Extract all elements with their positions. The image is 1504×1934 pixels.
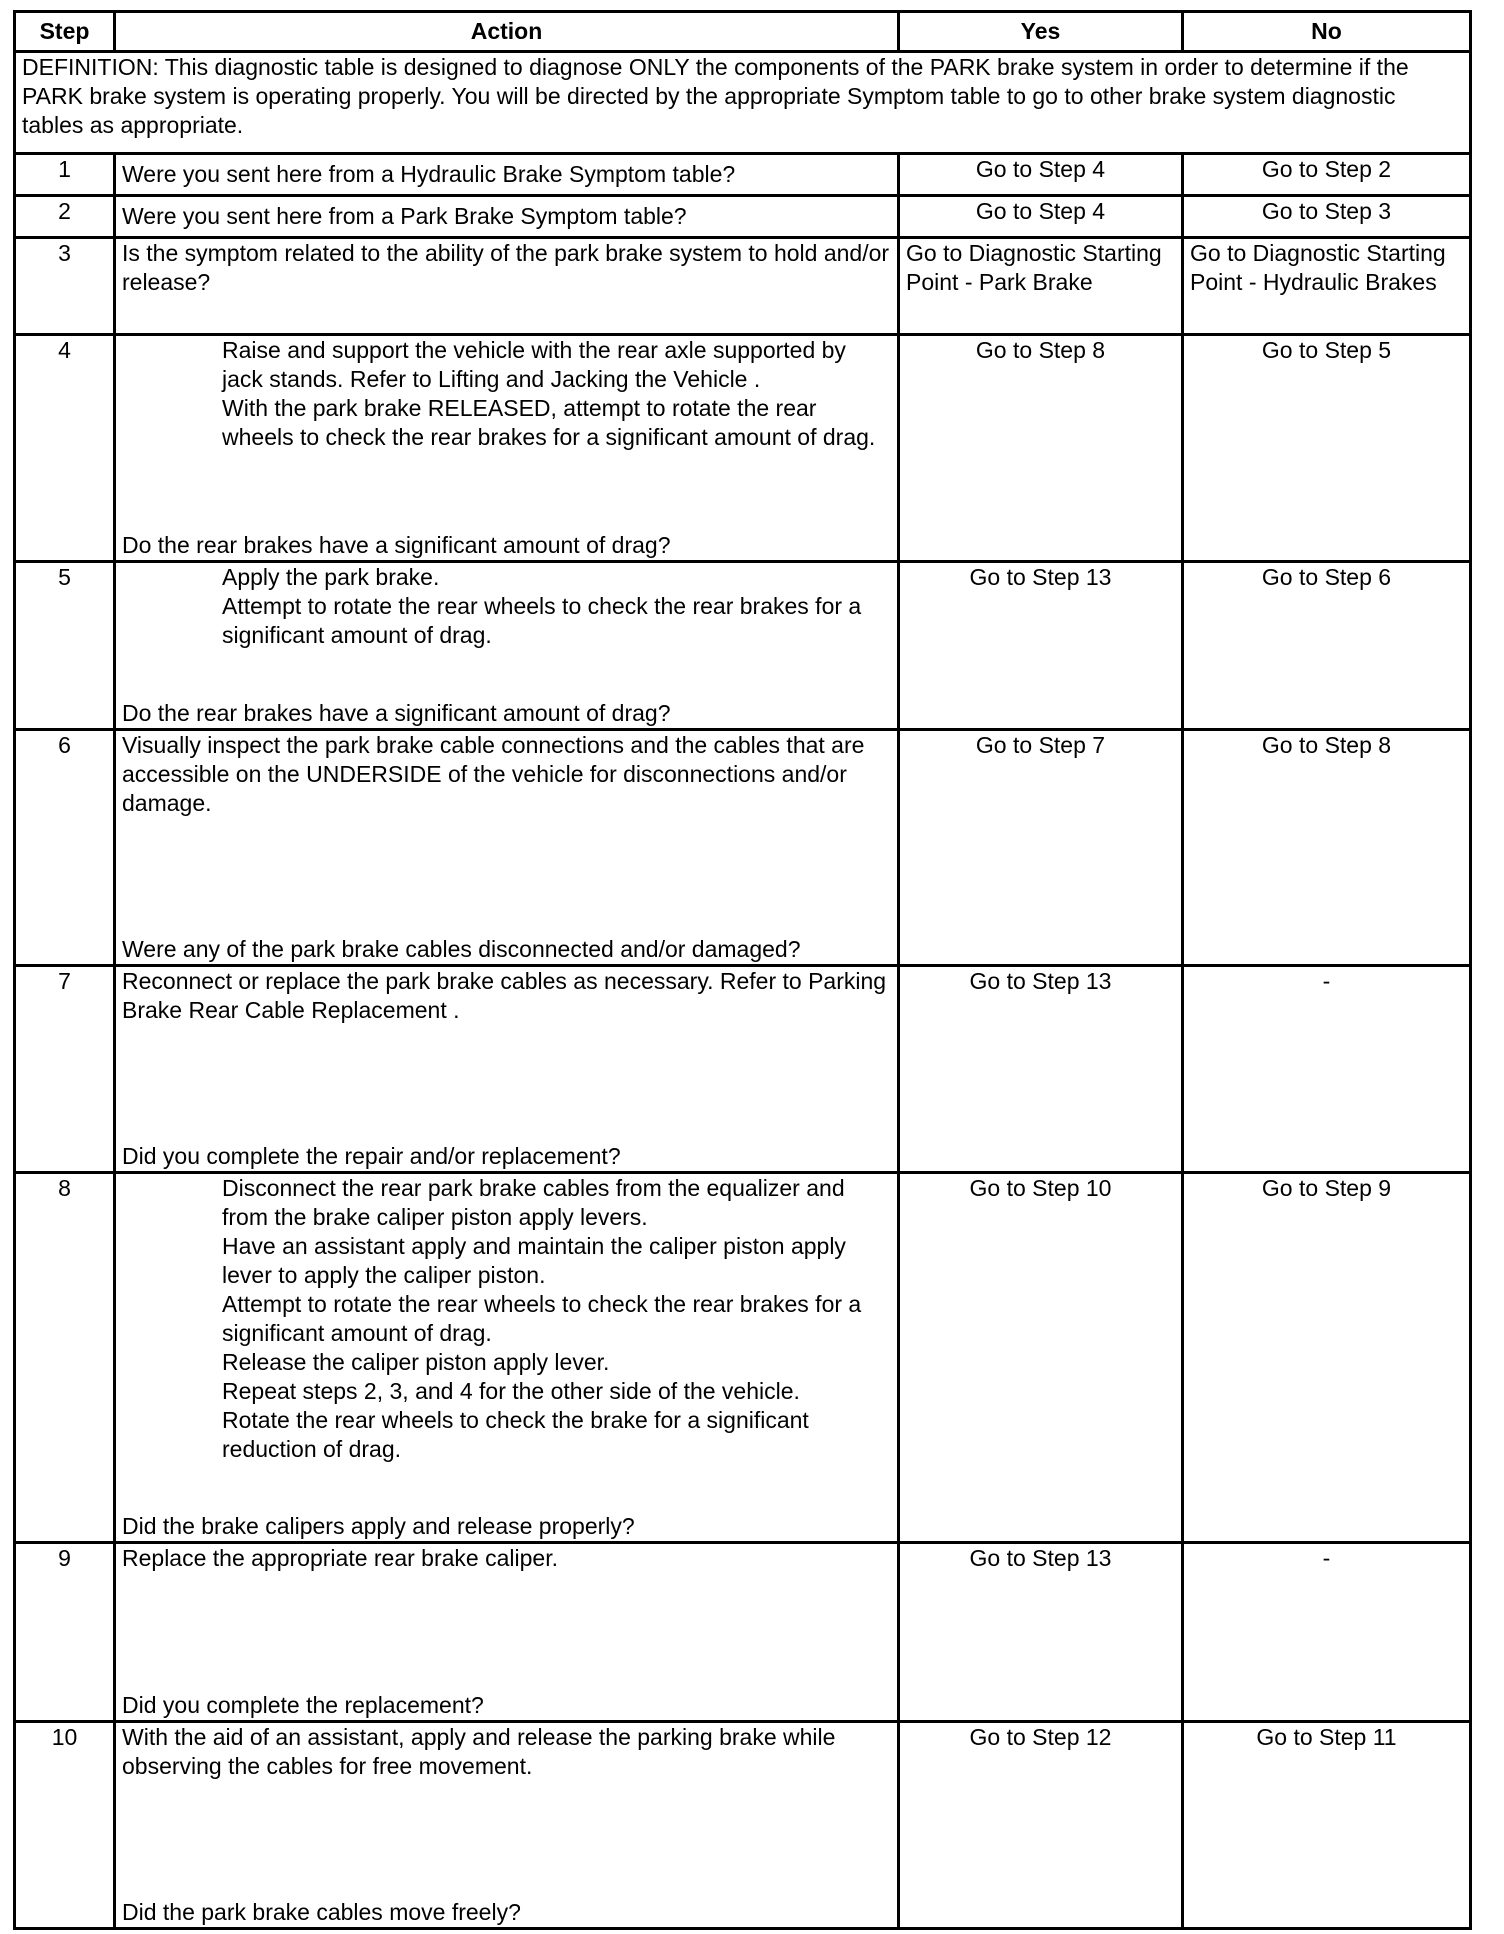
yes-link[interactable]: Go to Step 13 <box>899 1543 1183 1722</box>
no-link[interactable]: Go to Step 8 <box>1183 730 1471 966</box>
instruction-item: Release the caliper piston apply lever. <box>222 1349 610 1375</box>
action-cell <box>115 966 899 1173</box>
no-link[interactable]: Go to Step 11 <box>1183 1722 1471 1929</box>
definition-text: DEFINITION: This diagnostic table is designed to diagnose ONLY the components of the PARK brake system in order to determine if the PARK brake system is operating properly. You will be directed by the appropriate Symptom table to go to other brake system diagnostic tables as appropriate. <box>15 52 1471 154</box>
yes-link[interactable]: Go to Step 8 <box>899 335 1183 562</box>
yes-link[interactable]: Go to Step 10 <box>899 1173 1183 1543</box>
action-cell <box>115 335 899 562</box>
step-number: 1 <box>15 154 115 196</box>
step-number: 2 <box>15 196 115 238</box>
instruction-list <box>122 563 891 650</box>
table-row <box>15 1173 1471 1543</box>
action-question: Did the brake calipers apply and release properly? <box>122 1513 635 1539</box>
action-question: Is the symptom related to the ability of the park brake system to hold and/or release? <box>115 238 899 335</box>
yes-link[interactable]: Go to Diagnostic Starting Point - Park Brake <box>899 238 1183 335</box>
diagnostic-table-page <box>13 10 1469 1925</box>
table-row <box>15 335 1471 562</box>
yes-link[interactable]: Go to Step 13 <box>899 562 1183 730</box>
action-cell <box>115 1173 899 1543</box>
yes-link[interactable]: Go to Step 13 <box>899 966 1183 1173</box>
instruction-item: Disconnect the rear park brake cables from the equalizer and from the brake caliper piston apply levers. <box>222 1175 845 1230</box>
step-number: 8 <box>15 1173 115 1543</box>
step-number: 4 <box>15 335 115 562</box>
table-row <box>15 1722 1471 1929</box>
instruction-item: Rotate the rear wheels to check the brake for a significant reduction of drag. <box>222 1407 809 1462</box>
table-row <box>15 154 1471 196</box>
instruction-item: Attempt to rotate the rear wheels to check the rear brakes for a significant amount of drag. <box>222 1291 862 1346</box>
header-action: Action <box>115 12 899 52</box>
table-row <box>15 730 1471 966</box>
action-cell <box>115 1543 899 1722</box>
step-number: 9 <box>15 1543 115 1722</box>
step-number: 6 <box>15 730 115 966</box>
action-question: Were any of the park brake cables disconnected and/or damaged? <box>122 936 801 962</box>
table-row <box>15 238 1471 335</box>
table-row <box>15 562 1471 730</box>
instruction-item: Apply the park brake. <box>222 564 440 590</box>
yes-link[interactable]: Go to Step 12 <box>899 1722 1183 1929</box>
no-link[interactable]: Go to Step 2 <box>1183 154 1471 196</box>
instruction-list <box>122 1174 891 1464</box>
table-row <box>15 966 1471 1173</box>
action-question: Did the park brake cables move freely? <box>122 1899 521 1925</box>
step-number: 7 <box>15 966 115 1173</box>
header-no: No <box>1183 12 1471 52</box>
no-link[interactable]: Go to Step 3 <box>1183 196 1471 238</box>
no-value: - <box>1183 966 1471 1173</box>
yes-link[interactable]: Go to Step 7 <box>899 730 1183 966</box>
instruction-list <box>122 336 891 452</box>
no-link[interactable]: Go to Step 5 <box>1183 335 1471 562</box>
table-row <box>15 1543 1471 1722</box>
action-question: Do the rear brakes have a significant amount of drag? <box>122 532 671 558</box>
action-question: Did you complete the replacement? <box>122 1692 484 1718</box>
action-cell <box>115 1722 899 1929</box>
action-question: Did you complete the repair and/or replacement? <box>122 1143 621 1169</box>
instruction-item: Attempt to rotate the rear wheels to check the rear brakes for a significant amount of drag. <box>222 593 862 648</box>
instruction-item: Raise and support the vehicle with the rear axle supported by jack stands. Refer to Lifting and Jacking the Vehicle . <box>222 337 846 392</box>
instruction-item: Repeat steps 2, 3, and 4 for the other side of the vehicle. <box>222 1378 800 1404</box>
yes-link[interactable]: Go to Step 4 <box>899 196 1183 238</box>
action-instruction: Replace the appropriate rear brake caliper. <box>122 1545 558 1571</box>
no-link[interactable]: Go to Step 9 <box>1183 1173 1471 1543</box>
action-question: Were you sent here from a Park Brake Symptom table? <box>115 196 899 238</box>
no-link[interactable]: Go to Step 6 <box>1183 562 1471 730</box>
action-cell <box>115 562 899 730</box>
action-instruction: Visually inspect the park brake cable connections and the cables that are accessible on the UNDERSIDE of the vehicle for disconnections and/or damage. <box>122 732 865 816</box>
instruction-item: With the park brake RELEASED, attempt to rotate the rear wheels to check the rear brakes for a significant amount of drag. <box>222 395 876 450</box>
header-row <box>15 12 1471 52</box>
table-row <box>15 196 1471 238</box>
action-instruction: With the aid of an assistant, apply and release the parking brake while observing the cables for free movement. <box>122 1724 836 1779</box>
step-number: 5 <box>15 562 115 730</box>
definition-row <box>15 52 1471 154</box>
no-link[interactable]: Go to Diagnostic Starting Point - Hydraulic Brakes <box>1183 238 1471 335</box>
action-cell <box>115 730 899 966</box>
no-value: - <box>1183 1543 1471 1722</box>
diagnostic-table <box>13 10 1472 1930</box>
action-instruction: Reconnect or replace the park brake cables as necessary. Refer to Parking Brake Rear Cable Replacement . <box>122 968 887 1023</box>
yes-link[interactable]: Go to Step 4 <box>899 154 1183 196</box>
header-step: Step <box>15 12 115 52</box>
action-question: Do the rear brakes have a significant amount of drag? <box>122 700 671 726</box>
step-number: 3 <box>15 238 115 335</box>
instruction-item: Have an assistant apply and maintain the caliper piston apply lever to apply the caliper piston. <box>222 1233 846 1288</box>
step-number: 10 <box>15 1722 115 1929</box>
header-yes: Yes <box>899 12 1183 52</box>
action-question: Were you sent here from a Hydraulic Brake Symptom table? <box>115 154 899 196</box>
